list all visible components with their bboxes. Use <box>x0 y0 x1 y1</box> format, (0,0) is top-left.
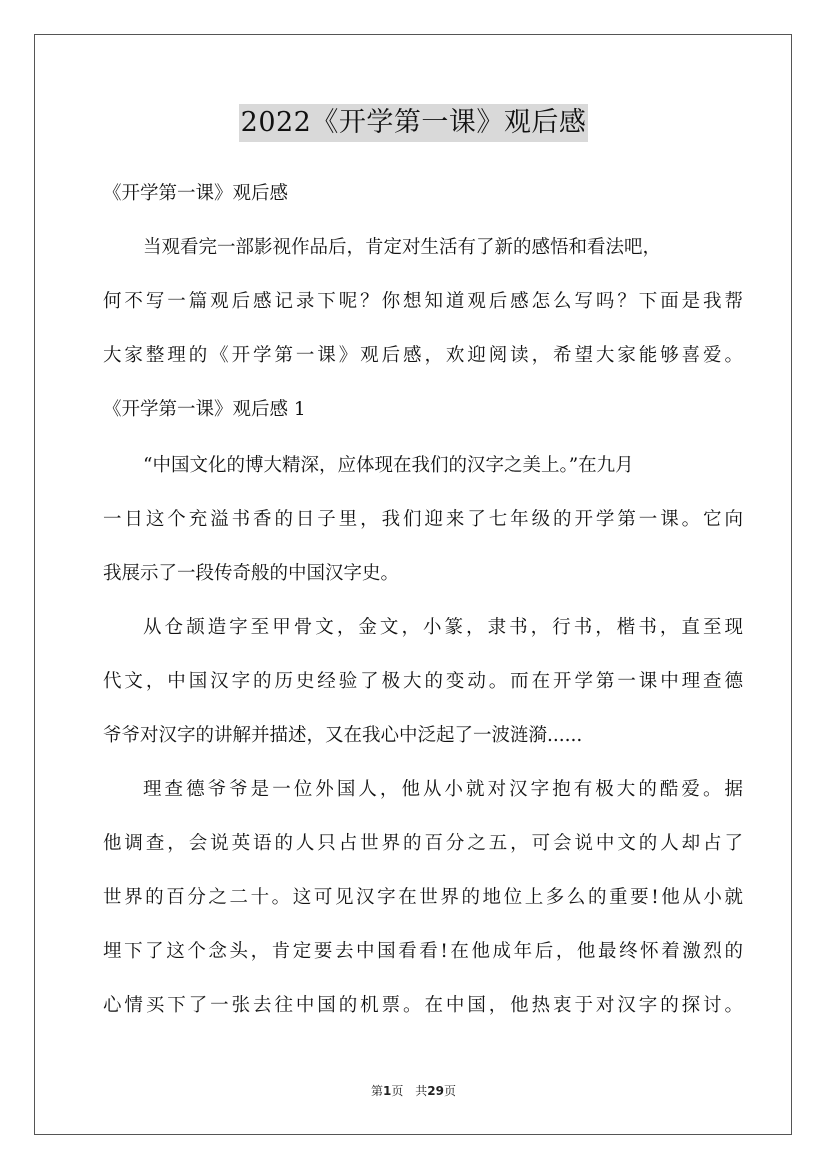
paragraph-line: 埋下了这个念头，肯定要去中国看看!在他成年后，他最终怀着激烈的 <box>103 941 743 962</box>
document-title: 2022《开学第一课》观后感 <box>239 104 589 142</box>
paragraph-line: 心情买下了一张去往中国的机票。在中国，他热衷于对汉字的探讨。 <box>103 995 743 1016</box>
paragraph-line: 他调查，会说英语的人只占世界的百分之五，可会说中文的人却占了 <box>103 833 743 854</box>
page-suffix: 页 <box>391 1084 404 1098</box>
paragraph-line: 世界的百分之二十。这可见汉字在世界的地位上多么的重要!他从小就 <box>103 887 743 908</box>
section-heading: 《开学第一课》观后感 1 <box>103 399 306 420</box>
page-footer <box>0 1083 827 1099</box>
paragraph-line: 从仓颉造字至甲骨文，金文，小篆，隶书，行书，楷书，直至现 <box>143 617 743 638</box>
total-suffix: 页 <box>443 1084 456 1098</box>
paragraph-line: 大家整理的《开学第一课》观后感，欢迎阅读，希望大家能够喜爱。 <box>103 345 743 366</box>
paragraph-line: “中国文化的博大精深，应体现在我们的汉字之美上。”在九月 <box>143 455 634 476</box>
page-number: 1 <box>383 1084 392 1098</box>
subtitle-line: 《开学第一课》观后感 <box>103 183 289 204</box>
total-prefix: 共 <box>415 1084 428 1098</box>
total-pages-indicator <box>415 1084 456 1098</box>
title-container <box>0 104 827 142</box>
total-pages: 29 <box>427 1084 444 1098</box>
paragraph-line: 理查德爷爷是一位外国人，他从小就对汉字抱有极大的酷爱。据 <box>143 779 743 800</box>
paragraph-line: 爷爷对汉字的讲解并描述，又在我心中泛起了一波涟漪...... <box>103 725 583 746</box>
paragraph-line: 当观看完一部影视作品后，肯定对生活有了新的感悟和看法吧， <box>143 237 662 258</box>
paragraph-line: 一日这个充溢书香的日子里，我们迎来了七年级的开学第一课。它向 <box>103 509 743 530</box>
paragraph-line: 何不写一篇观后感记录下呢？你想知道观后感怎么写吗？下面是我帮 <box>103 291 743 312</box>
page-prefix: 第 <box>371 1084 384 1098</box>
paragraph-line: 我展示了一段传奇般的中国汉字史。 <box>103 563 400 584</box>
paragraph-line: 代文，中国汉字的历史经验了极大的变动。而在开学第一课中理查德 <box>103 671 743 692</box>
page-indicator <box>371 1084 403 1098</box>
